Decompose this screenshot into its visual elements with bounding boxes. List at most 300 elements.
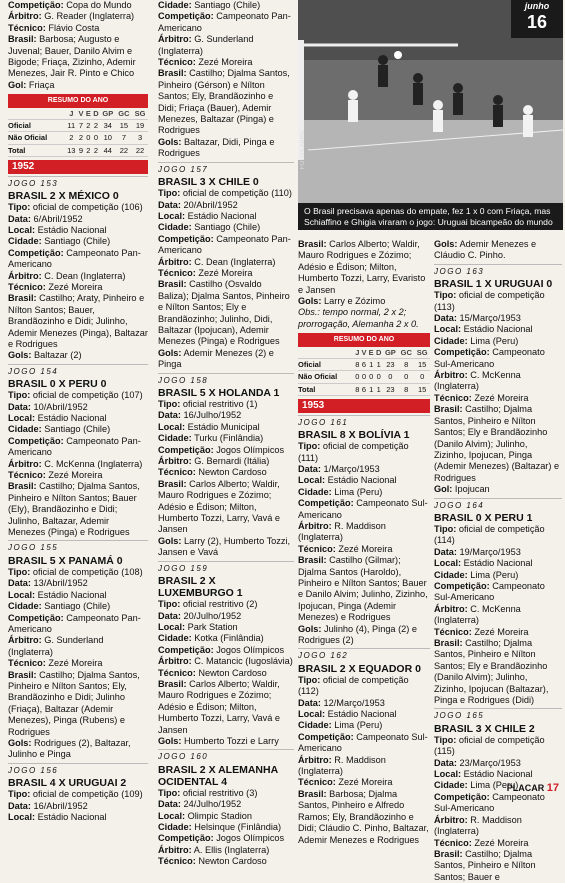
field-key: Competição:: [158, 233, 214, 244]
resumo-cell: 0: [86, 133, 91, 143]
field-line: [158, 599, 294, 610]
field-value: Campeonato Sul-Americano: [434, 791, 545, 814]
match-block: [298, 415, 430, 647]
resumo-cell: Oficial: [298, 359, 354, 371]
field-key: Tipo:: [8, 566, 31, 577]
resumo-cell: 2: [86, 121, 91, 131]
resumo-cell: 15: [414, 359, 430, 371]
field-key: Técnico:: [158, 856, 196, 867]
field-value: Castilho; Djalma Santos, Pinheiro e Nílton Santos; Ely, Brandãozinho e Didi; Julinho (Friaça), Baltazar (Ademir Menezes), Pinga (Rubens) e Rodrigues: [8, 669, 140, 737]
resumo-cell: 22: [116, 144, 132, 156]
field-key: Tipo:: [434, 290, 457, 301]
match-title: BRASIL 3 X CHILE 0: [158, 176, 259, 189]
resumo-header-cell: E: [368, 347, 374, 357]
field-line: [298, 624, 430, 647]
field-line: [434, 370, 562, 393]
field-key: Local:: [434, 769, 462, 780]
field-value: R. Maddison (Inglaterra): [434, 814, 522, 837]
resumo-header-cell: D: [93, 108, 99, 118]
field-value: Campeonato Sul-Americano: [298, 731, 428, 754]
field-line: [158, 200, 294, 211]
field-value: Ademir Menezes e Cláudio C. Pinho.: [434, 239, 537, 261]
field-key: Data:: [8, 578, 31, 589]
field-key: Brasil:: [8, 669, 37, 680]
field-value: G. Sunderland (Inglaterra): [8, 635, 104, 657]
field-value: Estádio Nacional: [35, 589, 107, 600]
field-line: [158, 279, 294, 347]
field-key: Brasil:: [158, 478, 187, 489]
field-value: Estádio Nacional: [325, 475, 397, 486]
match-number: JOGO 154: [8, 364, 148, 377]
resumo-cell: 3: [132, 132, 148, 144]
field-key: Local:: [434, 558, 462, 569]
field-line: [158, 845, 294, 856]
field-key: Competição:: [298, 731, 354, 742]
field-line: [298, 732, 430, 755]
field-line: [8, 293, 148, 350]
resumo-cell: 13: [67, 145, 76, 155]
field-value: 16/Julho/1952: [180, 410, 242, 421]
field-line: [298, 441, 430, 464]
field-line: [8, 0, 148, 11]
field-value: A. Ellis (Inglaterra): [191, 844, 270, 855]
resumo-cell: 2: [65, 132, 77, 144]
field-key: Árbitro:: [8, 635, 42, 646]
magazine-name: PLACAR: [506, 783, 545, 793]
field-line: [298, 789, 430, 846]
resumo-cell: 1: [376, 360, 381, 370]
field-key: Local:: [298, 709, 326, 720]
field-line: [8, 601, 148, 612]
field-key: Tipo:: [158, 599, 181, 610]
col3-obs: Obs.: tempo normal, 2 x 2; prorrogação, Alemanha 2 x 0.: [298, 307, 419, 329]
field-key: Brasil:: [158, 279, 187, 290]
resumo-row: [298, 359, 430, 371]
resumo-cell: Oficial: [8, 120, 65, 132]
field-key: Árbitro:: [8, 11, 42, 22]
field-key: Técnico:: [434, 626, 472, 637]
match-title: BRASIL 0 X PERU 0: [8, 378, 107, 391]
resumo-header-cell: SG: [414, 347, 430, 359]
col1-top-block: [8, 0, 148, 91]
field-key: Competição:: [8, 247, 64, 258]
field-value: Zezé Moreira: [471, 392, 529, 403]
match-title: BRASIL 1 X URUGUAI 0: [434, 278, 553, 291]
field-key: Data:: [8, 800, 31, 811]
field-line: [8, 282, 148, 293]
field-key: Técnico:: [8, 470, 46, 481]
resumo-cell: 0: [369, 372, 374, 382]
field-value: 19/Março/1953: [456, 546, 521, 557]
field-line: [158, 234, 294, 257]
resumo-header-cell: V: [78, 108, 84, 118]
field-key: Cidade:: [298, 486, 332, 497]
field-value: C. McKenna (Inglaterra): [434, 370, 521, 392]
field-value: Estádio Nacional: [185, 210, 257, 221]
field-line: [434, 792, 562, 815]
field-key: Árbitro:: [434, 603, 468, 614]
match-block: [8, 763, 148, 824]
resumo-cell: 11: [65, 120, 77, 132]
field-value: oficial de competição (107): [30, 390, 143, 401]
resumo-cell: 8: [398, 359, 414, 371]
field-key: Cidade:: [434, 569, 468, 580]
field-line: [8, 34, 148, 80]
field-line: [298, 487, 430, 498]
field-value: Kotka (Finlândia): [191, 633, 264, 644]
match-block: [8, 364, 148, 539]
resumo-cell: 6: [361, 384, 367, 394]
field-value: oficial de competição (114): [434, 523, 545, 546]
field-line: [158, 668, 294, 679]
field-value: G. Reader (Inglaterra): [41, 11, 135, 22]
field-line: [298, 475, 430, 486]
field-line: [8, 11, 148, 22]
field-value: Zezé Moreira: [45, 658, 103, 669]
field-line: [8, 80, 148, 91]
field-value: Estádio Nacional: [461, 558, 533, 569]
field-line: [298, 544, 430, 555]
resumo-table: [8, 94, 148, 157]
field-key: Árbitro:: [158, 256, 192, 267]
resumo-cell: 2: [86, 145, 91, 155]
resumo-cell: 0: [414, 371, 430, 383]
field-value: oficial restritivo (1): [180, 399, 258, 409]
field-value: Zezé Moreira: [195, 57, 253, 68]
field-key: Data:: [158, 610, 181, 621]
field-key: Brasil:: [8, 293, 37, 304]
field-value: Jogos Olímpicos: [213, 444, 285, 455]
match-number: JOGO 161: [298, 415, 430, 428]
field-key: Competição:: [8, 612, 64, 623]
field-value: R. Maddison (Inglaterra): [298, 520, 386, 543]
field-value: G. Bernardi (Itália): [191, 456, 270, 467]
field-line: [8, 413, 148, 424]
field-key: Técnico:: [8, 22, 46, 33]
field-key: Local:: [158, 621, 186, 632]
match-title: BRASIL 8 X BOLÍVIA 1: [298, 429, 410, 442]
field-key: Tipo:: [298, 441, 321, 452]
field-key: Árbitro:: [158, 456, 192, 467]
year-header-1952: 1952: [8, 160, 148, 173]
page-footer: [507, 782, 559, 794]
field-line: [8, 459, 148, 470]
field-key: Data:: [434, 546, 457, 557]
resumo-cell: 0: [383, 371, 399, 383]
field-value: Estádio Municipal: [185, 421, 260, 432]
field-line: [158, 833, 294, 844]
field-line: [434, 484, 562, 495]
field-key: Tipo:: [8, 789, 31, 800]
field-line: [158, 0, 294, 11]
field-line: [158, 536, 294, 559]
field-value: Estádio Nacional: [461, 769, 533, 780]
field-key: Data:: [8, 401, 31, 412]
field-line: [298, 777, 430, 788]
field-line: [434, 735, 562, 758]
field-value: C. McKenna (Inglaterra): [434, 603, 521, 626]
field-key: Árbitro:: [158, 656, 192, 667]
resumo-cell: Não Oficial: [298, 371, 354, 383]
resumo-cell: 2: [93, 145, 99, 155]
field-key: Brasil:: [158, 68, 187, 79]
field-line: [158, 811, 294, 822]
field-line: [158, 736, 294, 747]
field-line: [434, 627, 562, 638]
field-value: oficial de competição (110): [180, 188, 292, 199]
field-key: Cidade:: [434, 335, 468, 346]
field-value: Campeonato Sul-Americano: [298, 498, 428, 520]
field-value: G. Sunderland (Inglaterra): [158, 34, 254, 56]
field-line: [158, 188, 294, 199]
field-value: Carlos Alberto; Waldir, Mauro Rodrigues e Zózimo; Adésio e Édison; Milton, Humberto Tozzi, Larry, Evaristo e Jansen: [298, 239, 426, 295]
field-value: Flávio Costa: [45, 22, 100, 33]
resumo-cell: 0: [376, 372, 381, 382]
field-line: [434, 404, 562, 484]
field-value: Zezé Moreira: [335, 777, 393, 788]
resumo-cell: 2: [93, 121, 99, 131]
field-line: [434, 849, 562, 883]
field-line: [8, 248, 148, 271]
field-line: [8, 578, 148, 589]
match-number: JOGO 163: [434, 264, 562, 277]
resumo-cell: 0: [93, 133, 99, 143]
match-number: JOGO 155: [8, 540, 148, 553]
field-key: Gols:: [158, 136, 182, 147]
match-number: JOGO 156: [8, 763, 148, 776]
match-title: BRASIL 2 X MÉXICO 0: [8, 190, 119, 203]
match-title: BRASIL 2 X ALEMANHA OCIDENTAL 4: [158, 763, 278, 788]
match-number: JOGO 164: [434, 498, 562, 511]
field-key: Gol:: [8, 79, 27, 90]
field-line: [434, 347, 562, 370]
field-value: Rodrigues (2), Baltazar, Julinho e Pinga: [8, 737, 131, 760]
field-key: Árbitro:: [298, 520, 332, 531]
field-key: Competição:: [8, 435, 64, 446]
field-key: Cidade:: [8, 424, 42, 435]
field-key: Brasil:: [434, 638, 463, 648]
resumo-header-row: [8, 108, 148, 120]
field-line: [298, 755, 430, 778]
field-key: Cidade:: [8, 236, 42, 247]
field-line: [158, 422, 294, 433]
field-line: [158, 137, 294, 160]
field-line: [298, 296, 430, 307]
field-key: Competição:: [434, 347, 490, 358]
match-number: JOGO 153: [8, 176, 148, 189]
field-value: Baltazar (2): [31, 350, 82, 361]
match-title: BRASIL 2 X EQUADOR 0: [298, 662, 421, 675]
field-key: Local:: [8, 224, 36, 235]
field-value: Castilho; Djalma Santos, Pinheiro e Nílton Santos; Ely e Brandãozinho (Danilo Alvim); Julinho, Zizinho, Ipojucan (Baltazar), Pinga e Rodrigues (Didi): [434, 638, 549, 706]
match-title: BRASIL 2 X LUXEMBURGO 1: [158, 575, 243, 600]
field-key: Data:: [434, 757, 457, 768]
field-line: [158, 822, 294, 833]
field-value: Turku (Finlândia): [191, 433, 264, 444]
resumo-do-ano-1952: [298, 333, 430, 396]
field-key: Brasil:: [434, 404, 463, 415]
field-value: 1/Março/1953: [320, 463, 380, 474]
field-value: Castilho (Osvaldo Baliza); Djalma Santos, Pinheiro e Nílton Santos; Ely e Brandãozinho; Julinho, Didi, Baltazar (Ipojucan), Ademir Menezes (Pinga) e Rodrigues: [158, 279, 290, 347]
field-line: [8, 23, 148, 34]
field-key: Técnico:: [158, 667, 196, 678]
photo-credit: FOTOS ABRIL: [300, 130, 306, 170]
field-line: [434, 558, 562, 569]
col2-top-block: [158, 0, 294, 160]
col1-matches: [8, 176, 148, 824]
resumo-cell: 1: [369, 360, 374, 370]
field-value: Julinho (4), Pinga (2) e Rodrigues (2): [298, 623, 417, 645]
field-key: Tipo:: [158, 188, 181, 199]
resumo-cell: 23: [383, 359, 399, 371]
resumo-cell: 0: [398, 371, 414, 383]
field-value: Estádio Nacional: [325, 709, 397, 720]
field-line: [158, 856, 294, 867]
field-line: [8, 225, 148, 236]
field-key: Gols:: [158, 535, 182, 546]
resumo-cell: 10: [100, 132, 116, 144]
field-value: Zezé Moreira: [45, 281, 103, 292]
field-key: Técnico:: [8, 658, 46, 669]
col3-matches: [298, 415, 430, 846]
field-key: Local:: [8, 413, 36, 423]
field-line: [434, 815, 562, 838]
field-value: Estádio Nacional: [35, 224, 107, 235]
resumo-header-cell: J: [355, 347, 360, 357]
match-block: [8, 540, 148, 760]
field-value: Santiago (Chile): [41, 236, 111, 247]
resumo-header-cell: SG: [132, 108, 148, 120]
field-line: [8, 350, 148, 361]
field-line: [8, 670, 148, 738]
field-value: Lima (Peru): [467, 335, 519, 346]
field-value: Copa do Mundo: [63, 0, 132, 10]
resumo-cell: 7: [116, 132, 132, 144]
field-value: Campeonato Pan-Americano: [8, 435, 141, 458]
field-value: oficial de competição (109): [30, 789, 143, 800]
col4-top-block: [434, 239, 562, 262]
year-header-1953: 1953: [298, 399, 430, 412]
resumo-header-row: [298, 347, 430, 359]
field-line: [434, 769, 562, 780]
field-line: [434, 336, 562, 347]
field-key: Árbitro:: [158, 34, 192, 45]
field-key: Tipo:: [298, 674, 321, 685]
field-line: [8, 402, 148, 413]
field-value: oficial de competição (106): [30, 202, 143, 213]
field-key: Gols:: [298, 296, 322, 307]
field-key: Técnico:: [434, 392, 472, 403]
resumo-header-cell: [8, 108, 65, 120]
column-2: [158, 0, 294, 868]
field-key: Brasil:: [298, 788, 327, 799]
field-key: Competição:: [158, 11, 214, 22]
field-key: Técnico:: [434, 837, 472, 848]
field-line: [8, 590, 148, 601]
field-line: [434, 570, 562, 581]
field-value: Castilho; Djalma Santos, Pinheiro e Nílton Santos; Bauer e: [434, 848, 536, 882]
resumo-cell: 1: [376, 384, 381, 394]
field-value: 16/Abril/1952: [30, 800, 88, 811]
field-line: [158, 622, 294, 633]
resumo-cell: 15: [116, 120, 132, 132]
field-value: Estádio Nacional: [35, 413, 107, 423]
field-value: Olimpic Stadion: [185, 810, 252, 821]
field-value: Santiago (Chile): [191, 222, 261, 233]
field-line: [8, 801, 148, 812]
field-key: Cidade:: [158, 822, 192, 832]
resumo-cell: 6: [361, 360, 367, 370]
field-value: Campeonato Pan-Americano: [158, 11, 291, 33]
field-value: Zezé Moreira: [335, 543, 393, 554]
field-value: C. Matancic (Iugoslávia): [191, 656, 293, 667]
field-key: Cidade:: [158, 222, 192, 233]
field-value: Santiago (Chile): [41, 424, 111, 435]
field-key: Data:: [8, 213, 31, 224]
field-line: [8, 738, 148, 761]
field-line: [434, 581, 562, 604]
field-key: Competição:: [158, 444, 214, 455]
field-key: Data:: [158, 199, 181, 210]
field-line: [158, 348, 294, 371]
match-block: [158, 561, 294, 748]
field-line: [158, 788, 294, 799]
field-key: Técnico:: [158, 267, 196, 278]
field-line: [434, 524, 562, 547]
resumo-header-cell: GP: [100, 108, 116, 120]
field-key: Competição:: [434, 580, 490, 591]
resumo-row: [8, 132, 148, 144]
field-line: [8, 812, 148, 823]
field-line: [298, 464, 430, 475]
field-key: Técnico:: [158, 57, 196, 68]
resumo-cell: Total: [298, 383, 354, 395]
field-value: oficial de competição (108): [30, 566, 143, 577]
field-value: Zezé Moreira: [471, 837, 529, 848]
field-line: [158, 268, 294, 279]
field-line: [158, 656, 294, 667]
field-key: Competição:: [298, 498, 354, 509]
resumo-title: RESUMO DO ANO: [8, 94, 148, 107]
resumo-cell: 2: [78, 133, 84, 143]
field-key: Competição:: [158, 833, 214, 844]
field-line: [158, 799, 294, 810]
resumo-header-cell: V: [361, 347, 367, 357]
resumo-header-cell: GC: [116, 108, 132, 120]
field-line: [434, 324, 562, 335]
field-line: [158, 679, 294, 736]
field-key: Árbitro:: [158, 844, 192, 855]
field-key: Gols:: [434, 239, 458, 249]
field-value: Castilho; Djalma Santos, Pinheiro (Gérson) e Nílton Santos; Ely, Brandãozinho e Didi; Friaça (Bauer), Ademir Menezes, Baltazar (Pinga) e Rodrigues: [158, 68, 290, 136]
field-value: Ademir Menezes (2) e Pinga: [158, 347, 274, 370]
field-line: [434, 758, 562, 769]
resumo-cell: 9: [78, 145, 84, 155]
field-value: 15/Março/1953: [456, 313, 521, 324]
page-number: 17: [546, 782, 559, 794]
match-block: [434, 498, 562, 707]
field-line: [298, 698, 430, 709]
field-key: Cidade:: [158, 0, 192, 10]
field-value: Campeonato Sul-Americano: [434, 347, 545, 369]
field-value: Campeonato Pan-Americano: [8, 612, 141, 634]
field-key: Competição:: [158, 644, 214, 655]
field-line: [158, 399, 294, 410]
field-line: [434, 838, 562, 849]
match-block: [434, 264, 562, 496]
field-value: 10/Abril/1952: [30, 401, 88, 412]
field-key: Árbitro:: [8, 270, 42, 281]
